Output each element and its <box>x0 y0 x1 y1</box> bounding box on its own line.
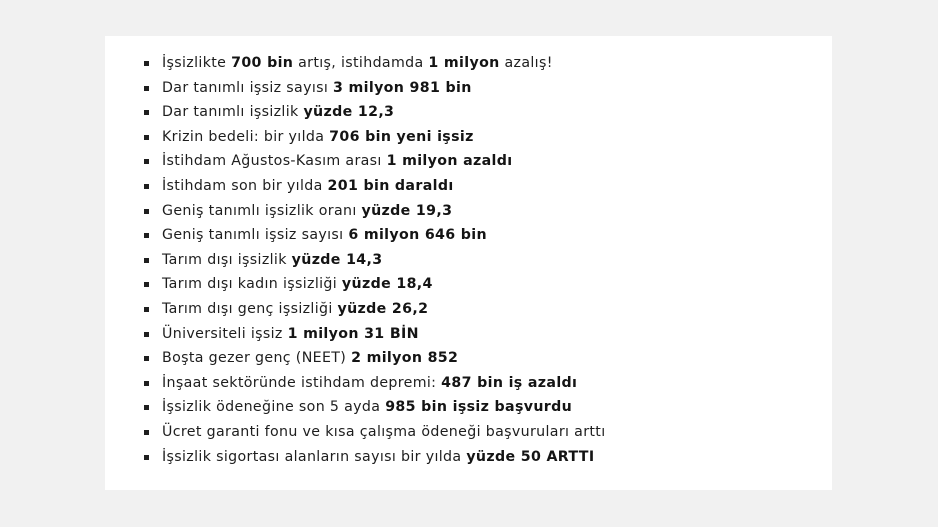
list-item <box>142 322 606 347</box>
item-text: Boşta gezer genç (NEET) <box>162 350 352 367</box>
list-item <box>142 51 606 76</box>
list-item <box>142 149 606 174</box>
item-bold: 2 milyon 852 <box>351 350 459 367</box>
bullet-square-icon <box>144 282 149 287</box>
bullet-square-icon <box>144 307 149 312</box>
item-bold: 487 bin iş azaldı <box>441 374 578 391</box>
item-text: artış, istihdamda <box>293 55 429 71</box>
item-text: Ücret garanti fonu ve kısa çalışma ödeneği başvuruları arttı <box>162 423 606 440</box>
list-item <box>142 420 606 445</box>
item-text: İstihdam Ağustos-Kasım arası <box>162 153 387 170</box>
content-panel <box>105 36 832 490</box>
bullet-square-icon <box>144 184 149 189</box>
item-text: Tarım dışı kadın işsizliği <box>162 276 342 293</box>
item-bold: 700 bin <box>231 55 294 71</box>
item-text: azalış! <box>499 55 553 71</box>
bullet-square-icon <box>144 430 149 435</box>
bullet-square-icon <box>144 86 149 91</box>
item-bold: yüzde 26,2 <box>337 300 429 317</box>
item-bold: 1 milyon 31 BİN <box>287 325 419 342</box>
list-item <box>142 297 606 322</box>
item-bold: 706 bin yeni işsiz <box>329 128 474 145</box>
bullet-square-icon <box>144 159 149 164</box>
item-text: Üniversiteli işsiz <box>162 325 288 342</box>
bullet-square-icon <box>144 455 149 460</box>
item-bold: yüzde 19,3 <box>361 202 453 219</box>
bullet-square-icon <box>144 135 149 140</box>
item-text: İstihdam son bir yılda <box>162 177 328 194</box>
list-item <box>142 76 606 101</box>
item-text: İşsizlikte <box>162 55 232 71</box>
bullet-square-icon <box>144 332 149 337</box>
item-bold: yüzde 50 ARTTI <box>466 448 595 465</box>
item-bold: 6 milyon 646 bin <box>348 227 487 244</box>
item-bold: 985 bin işsiz başvurdu <box>385 399 573 416</box>
item-bold: 1 milyon <box>428 55 500 71</box>
list-item <box>142 248 606 273</box>
bullet-square-icon <box>144 110 149 115</box>
item-text: Geniş tanımlı işsiz sayısı <box>162 227 349 244</box>
item-bold: 3 milyon 981 bin <box>333 79 472 96</box>
list-item <box>142 100 606 125</box>
bullet-square-icon <box>144 233 149 238</box>
bullet-list <box>142 51 606 469</box>
item-text: Krizin bedeli: bir yılda <box>162 128 330 145</box>
list-item <box>142 445 606 470</box>
item-bold: yüzde 18,4 <box>341 276 433 293</box>
list-item <box>142 272 606 297</box>
bullet-square-icon <box>144 61 149 66</box>
list-item <box>142 395 606 420</box>
item-text: Tarım dışı genç işsizliği <box>162 300 338 317</box>
item-text: Dar tanımlı işsiz sayısı <box>162 79 334 96</box>
bullet-square-icon <box>144 405 149 410</box>
item-bold: yüzde 14,3 <box>291 251 383 268</box>
item-text: İşsizlik sigortası alanların sayısı bir yılda <box>162 448 467 465</box>
list-item <box>142 125 606 150</box>
bullet-square-icon <box>144 209 149 214</box>
list-item <box>142 223 606 248</box>
item-text: Geniş tanımlı işsizlik oranı <box>162 202 362 219</box>
item-bold: 201 bin daraldı <box>327 177 454 194</box>
list-item <box>142 199 606 224</box>
item-text: Tarım dışı işsizlik <box>162 251 292 268</box>
item-text: İnşaat sektöründe istihdam depremi: <box>162 374 442 391</box>
item-bold: yüzde 12,3 <box>303 104 395 121</box>
item-text: İşsizlik ödeneğine son 5 ayda <box>162 399 386 416</box>
item-bold: 1 milyon azaldı <box>386 153 513 170</box>
bullet-square-icon <box>144 356 149 361</box>
list-item <box>142 371 606 396</box>
list-item <box>142 346 606 371</box>
item-text: Dar tanımlı işsizlik <box>162 104 304 121</box>
list-item <box>142 174 606 199</box>
bullet-square-icon <box>144 381 149 386</box>
bullet-square-icon <box>144 258 149 263</box>
